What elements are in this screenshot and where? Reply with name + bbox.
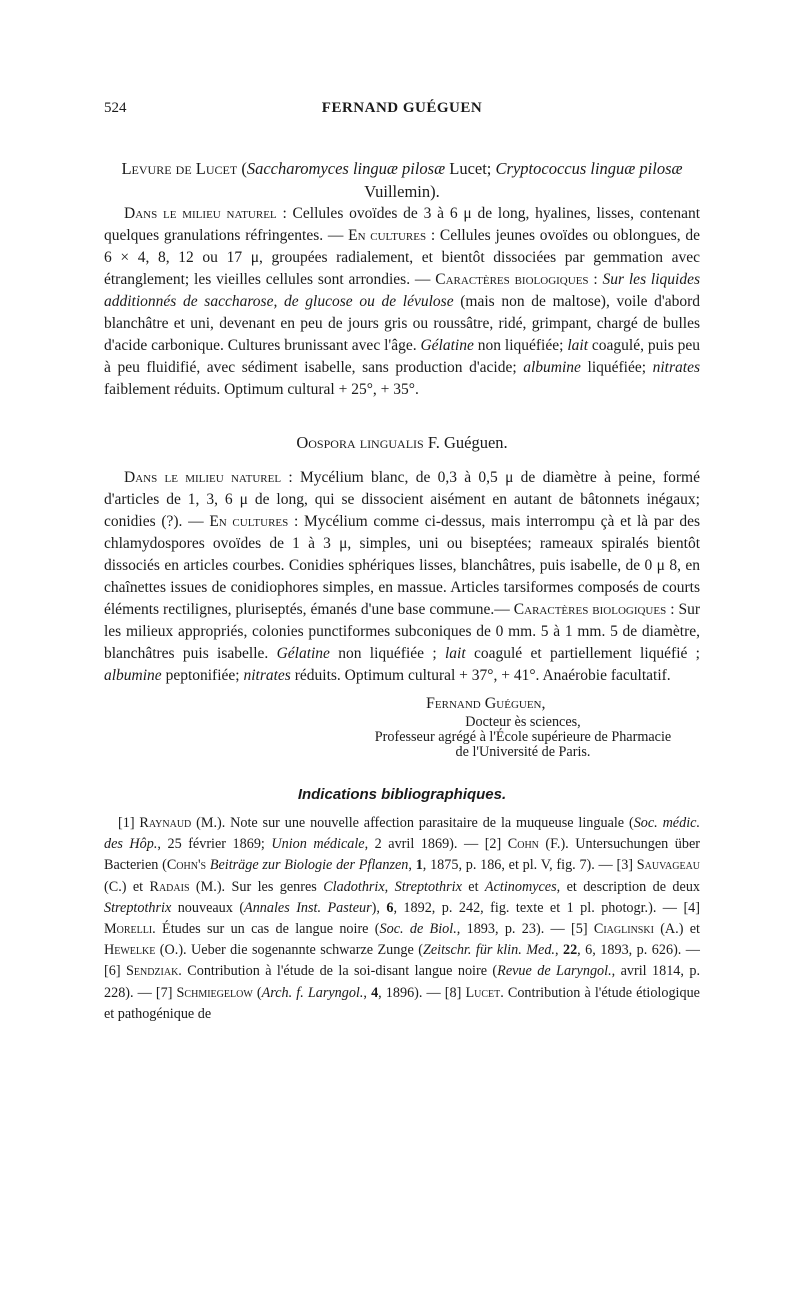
running-header: [104, 100, 700, 122]
ref-text: , 2 avril 1869). — [2]: [364, 836, 508, 853]
ref-volume: 4: [371, 984, 379, 1001]
title-paren: (: [241, 159, 247, 178]
ref-text: , 1892, p. 242, fig. texte et 1 pl. photogr.). — [4]: [393, 899, 700, 916]
ref-author: Schmiegelow: [176, 984, 253, 1001]
section-title-oospora: [104, 433, 700, 453]
text: réduits. Optimum cultural + 37°, + 41°. Anaérobie facultatif.: [290, 667, 671, 684]
italic-text: lait: [567, 337, 589, 354]
ref-journal: Soc. de Biol.: [379, 921, 457, 938]
text: :: [588, 271, 603, 288]
text: (mais non de maltose), voile d'abord blanchâtre et uni, devenant en peu de jours gris ou roussâtre, ridé, grimpant, chargé de bulles d'acide carbonique. Cultures brunissant avec l'âge.: [104, 293, 701, 354]
ref-text: , avril 1814, p. 228). — [7]: [104, 963, 701, 1001]
ref-journal: Union médicale: [271, 836, 365, 853]
signature-university: de l'Université de Paris.: [455, 744, 591, 760]
bibliography-text: [104, 813, 700, 1025]
text: : Cellules jeunes ovoïdes ou oblongues, de 6 × 4, 8, 12 ou 17 μ, groupées radialement, et bientôt dissociées par gemmation avec étranglement; les vieilles cellules sont arrondies. —: [104, 227, 700, 288]
ref-text: (C.) et: [104, 878, 150, 895]
title-author-2: Vuillemin).: [364, 182, 440, 201]
ref-author: Sendziak: [125, 963, 179, 980]
ref-italic: Actinomyces: [484, 878, 557, 895]
ref-italic: Cladothrix, Streptothrix: [323, 878, 462, 895]
text: faiblement réduits. Optimum cultural + 25°, + 35°.: [104, 381, 419, 398]
signature-author: Fernand Guéguen,: [426, 695, 546, 712]
ref-volume: 1: [415, 857, 423, 874]
ref-author: Lucet: [465, 984, 501, 1001]
ref-author: Cohn's: [166, 857, 207, 874]
ref-text: , 1893, p. 23). — [5]: [456, 921, 594, 938]
text: : Cellules ovoïdes de 3 à 6 μ de long, hyalines, lisses, contenant quelques granulations réfringentes. —: [104, 205, 700, 244]
title-scientific-name: Saccharomyces linguæ pilosæ: [246, 159, 446, 178]
ref-text: (O.). Ueber die sogenannte schwarze Zunge (: [155, 942, 423, 959]
ref-text: ),: [371, 899, 387, 916]
ref-journal: Beiträge zur Biologie der Pflanzen: [206, 857, 409, 874]
text: non liquéfiée;: [473, 337, 568, 354]
text: : Mycélium comme ci-dessus, mais interrompu çà et là par des chlamydospores ovoïdes de 1 à 3 μ, simples, uni ou biseptées; rameaux spiralés bientôt dissociés en articles courbes. Conidies sphériques lisses, blanchâtres, puis isabelle, de 0 μ 8, en chaînettes issues de conidiophores simples, en massue. Articles tarsiformes composés de courts éléments rectilignes, pluriseptés, émanés d'une base commune.—: [104, 513, 700, 618]
ref-author: Ciaglinski: [593, 921, 654, 938]
ref-journal: Soc. médic. des Hôp.: [104, 815, 700, 853]
ref-journal: Zeitschr. für klin. Med.: [422, 942, 555, 959]
title-scientific-name-2: Cryptococcus linguæ pilosæ: [495, 159, 683, 178]
ref-text: ,: [363, 984, 372, 1001]
text: liquéfiée;: [580, 359, 653, 376]
signature-affiliation: Professeur agrégé à l'École supérieure de Pharmacie: [374, 729, 672, 745]
ref-volume: 6: [386, 899, 394, 916]
italic-text: albumine: [523, 359, 581, 376]
lead-milieu-naturel: Dans le milieu naturel: [124, 469, 282, 486]
ref-text: . Contribution à l'étude de la soi-disant langue noire (: [178, 963, 498, 980]
italic-text: lait: [444, 645, 466, 662]
ref-text: ,: [408, 857, 416, 874]
ref-journal: Annales Inst. Pasteur: [244, 899, 372, 916]
ref-journal: Arch. f. Laryngol.: [261, 984, 364, 1001]
ref-italic: Streptothrix: [104, 899, 172, 916]
lead-en-cultures: En cultures: [348, 227, 427, 244]
ref-author: Cohn: [507, 836, 539, 853]
bibliography-heading: Indications bibliographiques.: [297, 786, 507, 803]
italic-text: Sur les liquides additionnés de saccharose, de glucose ou de lévulose: [104, 271, 701, 310]
section-title-rest: F. Guéguen.: [423, 433, 508, 452]
title-author: Lucet;: [445, 159, 496, 178]
ref-author: Sauvageau: [636, 857, 701, 874]
ref-author: Morelli: [104, 921, 153, 938]
ref-text: . Études sur un cas de langue noire (: [152, 921, 380, 938]
text: peptonifiée;: [161, 667, 244, 684]
signature-block: [104, 693, 700, 760]
lead-caracteres-biologiques: Caractères biologiques: [435, 271, 589, 288]
ref-text: , 1896). — [8]: [378, 984, 466, 1001]
ref-number: [1]: [118, 815, 140, 831]
ref-text: (M.). Note sur une nouvelle affection parasitaire de la muqueuse linguale (: [191, 815, 634, 831]
italic-text: albumine: [104, 667, 162, 684]
italic-text: nitrates: [243, 667, 291, 684]
text: : Sur les milieux appropriés, colonies punctiformes subconiques de 0 mm. 5 à 1 mm. 5 de diamètre, blanchâtres puis isabelle.: [104, 601, 700, 662]
paragraph-oospora: [104, 467, 700, 687]
ref-text: , 6, 1893, p. 626). — [6]: [104, 942, 700, 980]
running-title: FERNAND GUÉGUEN: [321, 100, 483, 116]
italic-text: nitrates: [652, 359, 700, 376]
lead-milieu-naturel: Dans le milieu naturel: [124, 205, 277, 222]
ref-text: , 25 février 1869;: [157, 836, 272, 853]
ref-text: ,: [554, 942, 563, 959]
ref-text: (F.). Untersuchungen über Bacterien (: [104, 836, 700, 874]
lead-caracteres-biologiques: Caractères biologiques: [513, 601, 667, 618]
section-title-name: Levure de Lucet: [121, 159, 238, 178]
ref-text: (M.). Sur les genres: [189, 878, 324, 895]
ref-author: Radais: [149, 878, 190, 895]
ref-text: , 1875, p. 186, et pl. V, fig. 7). — [3]: [422, 857, 637, 874]
section-title-levure: [104, 157, 700, 203]
ref-author: Raynaud: [139, 815, 192, 831]
italic-text: Gélatine: [276, 645, 330, 662]
ref-volume: 22: [562, 942, 578, 959]
text: coagulé, puis peu à peu fluidifié, avec sédiment isabelle, sans production d'acide;: [104, 337, 700, 376]
italic-text: Gélatine: [420, 337, 474, 354]
lead-en-cultures: En cultures: [209, 513, 289, 530]
page-number: 524: [104, 100, 127, 116]
text: non liquéfiée ;: [329, 645, 445, 662]
page: [104, 100, 700, 1025]
ref-text: nouveaux (: [171, 899, 245, 916]
signature-title: Docteur ès sciences,: [465, 714, 581, 730]
ref-author: Hewelke: [104, 942, 156, 959]
ref-text: (A.) et: [653, 921, 700, 938]
paragraph-levure: [104, 203, 700, 401]
ref-text: , et description de deux: [556, 878, 701, 895]
section-title-sc: Oospora lingualis: [296, 433, 424, 452]
text: coagulé et partiellement liquéfié ;: [465, 645, 700, 662]
ref-journal: Revue de Laryngol.: [497, 963, 612, 980]
text: : Mycélium blanc, de 0,3 à 0,5 μ de diamètre à peine, formé d'articles de 1, 3, 6 μ de long, qui se dissocient aisément en autant de bâtonnets inégaux; conidies (?). —: [104, 469, 700, 530]
ref-text: (: [252, 984, 262, 1001]
ref-text: et: [461, 878, 485, 895]
ref-text: . Contribution à l'étude étiologique et pathogénique de: [104, 984, 700, 1022]
